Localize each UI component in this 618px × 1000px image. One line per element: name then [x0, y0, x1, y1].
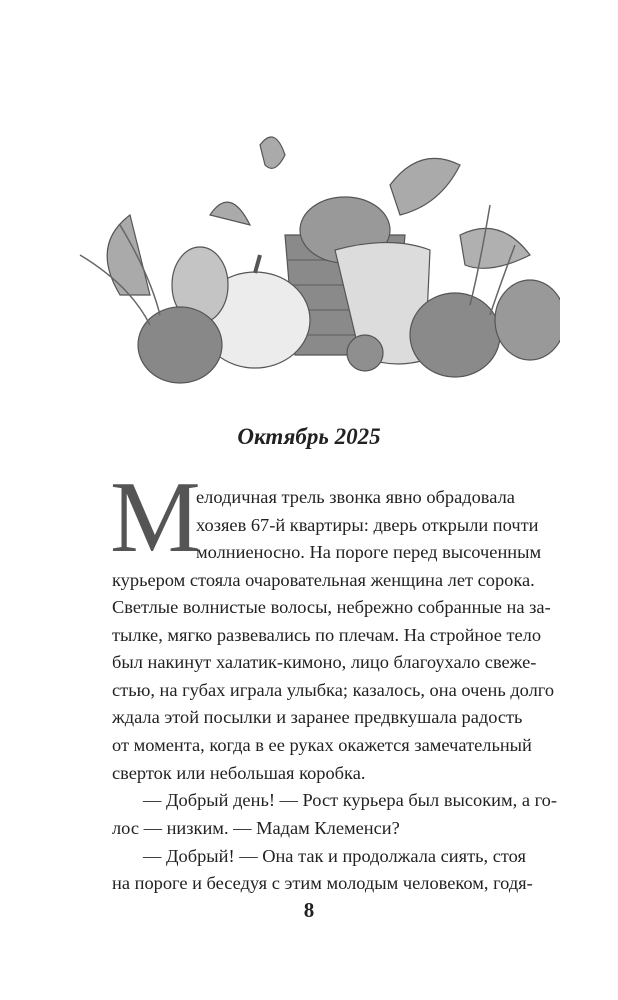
drop-cap: М: [110, 461, 201, 574]
text-line: — Добрый день! — Рост курьера был высоким, а го-: [143, 790, 557, 810]
page-number: 8: [303, 898, 315, 922]
text-line: Светлые волнистые волосы, небрежно собранные на за-: [112, 597, 551, 617]
chapter-heading: Октябрь 2025: [237, 424, 381, 449]
text-line: хозяев 67-й квартиры: дверь открыли почти: [196, 515, 539, 535]
autumn-pumpkins-illustration: [60, 125, 560, 390]
text-line: лос — низким. — Мадам Клеменси?: [112, 818, 400, 838]
text-line: — Добрый! — Она так и продолжала сиять, стоя: [143, 846, 526, 866]
text-line: ждала этой посылки и заранее предвкушала радость: [112, 707, 523, 727]
text-line: молниеносно. На пороге перед высоченным: [196, 542, 542, 562]
text-line: на пороге и беседуя с этим молодым человеком, годя-: [112, 873, 533, 893]
text-line: тылке, мягко развевались по плечам. На стройное тело: [112, 625, 542, 645]
text-line: был накинут халатик-кимоно, лицо благоухало свеже-: [112, 652, 537, 672]
text-line: стью, на губах играла улыбка; казалось, она очень долго: [112, 680, 555, 700]
text-line: сверток или небольшая коробка.: [112, 763, 366, 783]
text-line: курьером стояла очаровательная женщина лет сорока.: [112, 570, 535, 590]
text-line: елодичная трель звонка явно обрадовала: [196, 487, 515, 507]
text-line: от момента, когда в ее руках окажется замечательный: [112, 735, 532, 755]
